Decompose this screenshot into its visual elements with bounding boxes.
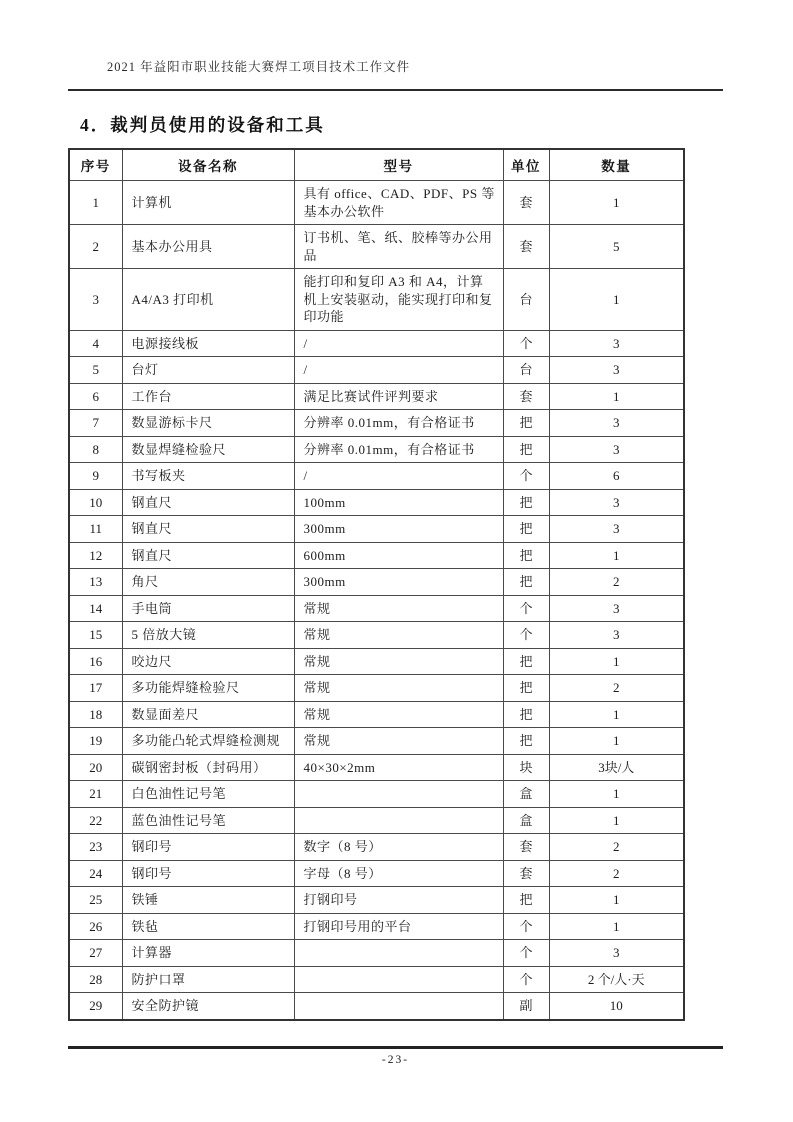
table-cell: 5 [69, 357, 122, 384]
table-cell: 25 [69, 887, 122, 914]
table-cell: 22 [69, 807, 122, 834]
page-number: -23- [381, 1054, 410, 1066]
table-cell: 把 [503, 648, 549, 675]
table-cell: 6 [549, 463, 684, 490]
column-header-index: 序号 [69, 149, 122, 181]
table-cell: 2 个/人·天 [549, 966, 684, 993]
table-cell: 满足比赛试件评判要求 [294, 383, 503, 410]
table-cell: 蓝色油性记号笔 [122, 807, 294, 834]
table-cell: 18 [69, 701, 122, 728]
table-cell: 钢直尺 [122, 542, 294, 569]
table-cell [294, 966, 503, 993]
table-cell: 9 [69, 463, 122, 490]
table-cell: 19 [69, 728, 122, 755]
table-cell: 13 [69, 569, 122, 596]
table-row [69, 225, 684, 269]
table-row [69, 622, 684, 649]
table-row [69, 181, 684, 225]
header-rule [68, 89, 723, 91]
table-cell: / [294, 330, 503, 357]
table-cell: 台 [503, 269, 549, 331]
table-cell: 20 [69, 754, 122, 781]
table-cell [294, 993, 503, 1020]
table-cell: 把 [503, 516, 549, 543]
column-header-model: 型号 [294, 149, 503, 181]
table-cell: 2 [549, 569, 684, 596]
table-row [69, 489, 684, 516]
table-cell: 电源接线板 [122, 330, 294, 357]
table-cell: 手电筒 [122, 595, 294, 622]
table-cell: 1 [549, 807, 684, 834]
table-cell: 铁毡 [122, 913, 294, 940]
table-cell: 把 [503, 675, 549, 702]
table-cell: 套 [503, 383, 549, 410]
table-cell: 40×30×2mm [294, 754, 503, 781]
table-cell: 15 [69, 622, 122, 649]
table-cell: 4 [69, 330, 122, 357]
table-cell: 个 [503, 330, 549, 357]
table-cell: 3 [549, 940, 684, 967]
equipment-table [68, 148, 685, 1021]
table-row [69, 383, 684, 410]
table-cell: 个 [503, 595, 549, 622]
table-cell: 3块/人 [549, 754, 684, 781]
table-cell: 28 [69, 966, 122, 993]
table-cell: 个 [503, 966, 549, 993]
table-cell: 钢印号 [122, 860, 294, 887]
table-cell: 订书机、笔、纸、胶棒等办公用品 [294, 225, 503, 269]
table-cell: 3 [549, 410, 684, 437]
table-cell [294, 940, 503, 967]
table-cell: 分辨率 0.01mm，有合格证书 [294, 436, 503, 463]
table-cell: 数显面差尺 [122, 701, 294, 728]
table-cell: 副 [503, 993, 549, 1020]
table-cell: 5 [549, 225, 684, 269]
table-cell: 1 [549, 648, 684, 675]
table-cell: 3 [549, 622, 684, 649]
table-cell [294, 781, 503, 808]
table-cell: 常规 [294, 622, 503, 649]
table-cell: 盒 [503, 807, 549, 834]
table-cell: 23 [69, 834, 122, 861]
table-cell: 3 [549, 436, 684, 463]
table-header-row [69, 149, 684, 181]
table-row [69, 966, 684, 993]
table-row [69, 269, 684, 331]
table-cell: 能打印和复印 A3 和 A4，计算机上安装驱动，能实现打印和复印功能 [294, 269, 503, 331]
table-cell: 套 [503, 181, 549, 225]
table-cell: 24 [69, 860, 122, 887]
table-cell: 角尺 [122, 569, 294, 596]
table-cell: 2 [549, 675, 684, 702]
table-cell: 盒 [503, 781, 549, 808]
table-cell: 常规 [294, 701, 503, 728]
table-cell: 11 [69, 516, 122, 543]
table-cell: 字母（8 号） [294, 860, 503, 887]
table-cell: 21 [69, 781, 122, 808]
table-cell: 多功能凸轮式焊缝检测规 [122, 728, 294, 755]
table-row [69, 357, 684, 384]
table-cell: 咬边尺 [122, 648, 294, 675]
table-cell: 把 [503, 887, 549, 914]
table-cell: 安全防护镜 [122, 993, 294, 1020]
table-cell: 基本办公用具 [122, 225, 294, 269]
table-row [69, 940, 684, 967]
table-cell: 防护口罩 [122, 966, 294, 993]
table-cell: 5 倍放大镜 [122, 622, 294, 649]
table-cell: 3 [549, 357, 684, 384]
table-body [69, 181, 684, 1020]
table-cell [294, 807, 503, 834]
table-cell: 具有 office、CAD、PDF、PS 等基本办公软件 [294, 181, 503, 225]
table-cell: 把 [503, 410, 549, 437]
table-cell: 工作台 [122, 383, 294, 410]
table-row [69, 463, 684, 490]
table-cell: / [294, 463, 503, 490]
table-row [69, 569, 684, 596]
table-cell: 1 [69, 181, 122, 225]
table-cell: 300mm [294, 569, 503, 596]
table-cell: 把 [503, 436, 549, 463]
table-cell: 100mm [294, 489, 503, 516]
table-cell: 3 [69, 269, 122, 331]
table-cell: 数字（8 号） [294, 834, 503, 861]
table-cell: 3 [549, 595, 684, 622]
table-cell: 常规 [294, 648, 503, 675]
table-cell: 1 [549, 728, 684, 755]
table-cell: 钢直尺 [122, 489, 294, 516]
table-cell: 常规 [294, 675, 503, 702]
table-row [69, 728, 684, 755]
table-cell: 1 [549, 701, 684, 728]
table-cell: 台灯 [122, 357, 294, 384]
table-cell: 12 [69, 542, 122, 569]
footer-rule [68, 1046, 723, 1049]
table-cell: 套 [503, 860, 549, 887]
table-cell: 1 [549, 542, 684, 569]
table-cell: 钢印号 [122, 834, 294, 861]
table-cell: 8 [69, 436, 122, 463]
table-cell: 常规 [294, 728, 503, 755]
table-cell: 常规 [294, 595, 503, 622]
table-cell: 6 [69, 383, 122, 410]
table-row [69, 781, 684, 808]
column-header-quantity: 数量 [549, 149, 684, 181]
table-cell: 2 [549, 834, 684, 861]
table-cell: 套 [503, 834, 549, 861]
table-row [69, 516, 684, 543]
table-cell: 10 [549, 993, 684, 1020]
table-cell: 600mm [294, 542, 503, 569]
table-cell: 白色油性记号笔 [122, 781, 294, 808]
table-cell: 14 [69, 595, 122, 622]
table-cell: 块 [503, 754, 549, 781]
table-cell: 7 [69, 410, 122, 437]
table-cell: 书写板夹 [122, 463, 294, 490]
table-cell: 台 [503, 357, 549, 384]
table-cell: 1 [549, 913, 684, 940]
table-cell: 10 [69, 489, 122, 516]
table-row [69, 595, 684, 622]
table-cell: 把 [503, 542, 549, 569]
table-cell: 16 [69, 648, 122, 675]
table-cell: 3 [549, 489, 684, 516]
table-row [69, 410, 684, 437]
table-row [69, 701, 684, 728]
table-cell: 17 [69, 675, 122, 702]
table-row [69, 675, 684, 702]
table-cell: 多功能焊缝检验尺 [122, 675, 294, 702]
table-cell: 26 [69, 913, 122, 940]
table-row [69, 887, 684, 914]
table-cell: 1 [549, 269, 684, 331]
column-header-unit: 单位 [503, 149, 549, 181]
table-cell: 把 [503, 728, 549, 755]
table-cell: 分辨率 0.01mm，有合格证书 [294, 410, 503, 437]
column-header-equipment-name: 设备名称 [122, 149, 294, 181]
table-cell: 打钢印号 [294, 887, 503, 914]
table-cell: 钢直尺 [122, 516, 294, 543]
table-cell: 300mm [294, 516, 503, 543]
table-row [69, 436, 684, 463]
table-cell: 个 [503, 913, 549, 940]
table-row [69, 330, 684, 357]
table-row [69, 993, 684, 1020]
table-cell: 个 [503, 940, 549, 967]
table-cell: 1 [549, 887, 684, 914]
table-row [69, 860, 684, 887]
table-row [69, 807, 684, 834]
table-row [69, 754, 684, 781]
table-cell: 1 [549, 383, 684, 410]
table-cell: 3 [549, 330, 684, 357]
table-cell: 铁锤 [122, 887, 294, 914]
table-cell: 个 [503, 463, 549, 490]
table-cell: 1 [549, 181, 684, 225]
table-cell: 3 [549, 516, 684, 543]
document-header-title: 2021 年益阳市职业技能大赛焊工项目技术工作文件 [107, 60, 411, 74]
table-row [69, 913, 684, 940]
table-cell: 把 [503, 489, 549, 516]
table-cell: 27 [69, 940, 122, 967]
table-cell: 打钢印号用的平台 [294, 913, 503, 940]
table-cell: A4/A3 打印机 [122, 269, 294, 331]
table-cell: 29 [69, 993, 122, 1020]
table-cell: 把 [503, 701, 549, 728]
table-cell: 1 [549, 781, 684, 808]
table-cell: 套 [503, 225, 549, 269]
table-cell: 2 [549, 860, 684, 887]
table-row [69, 542, 684, 569]
table-cell: 碳钢密封板（封码用） [122, 754, 294, 781]
table-cell: 计算器 [122, 940, 294, 967]
table-cell: 数显游标卡尺 [122, 410, 294, 437]
table-cell: 把 [503, 569, 549, 596]
table-cell: / [294, 357, 503, 384]
table-cell: 2 [69, 225, 122, 269]
table-row [69, 834, 684, 861]
table-cell: 个 [503, 622, 549, 649]
table-cell: 数显焊缝检验尺 [122, 436, 294, 463]
table-row [69, 648, 684, 675]
table-cell: 计算机 [122, 181, 294, 225]
section-title: 4．裁判员使用的设备和工具 [80, 115, 325, 135]
